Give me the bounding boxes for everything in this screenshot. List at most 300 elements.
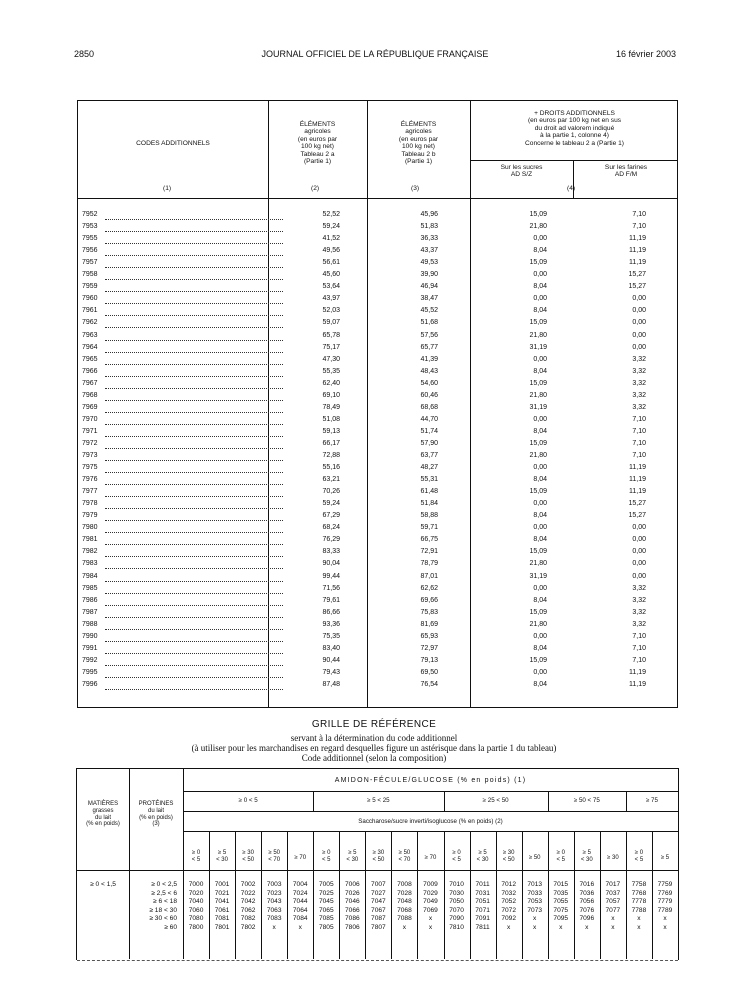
table-row [78, 282, 677, 294]
leader-dots [105, 291, 283, 292]
grille-title: GRILLE DE RÉFÉRENCE [311, 719, 437, 730]
ad-fm-cell: 11,19 [629, 680, 646, 688]
element-2b-cell: 38,47 [420, 295, 438, 303]
table-row [78, 656, 677, 668]
leader-dots [105, 460, 283, 461]
code-cell: x [611, 915, 615, 923]
code-cell: 7095 [553, 915, 569, 923]
ad-fm-cell: 0,00 [632, 319, 646, 327]
leader-dots [105, 376, 283, 377]
element-2a-cell: 59,07 [322, 319, 340, 327]
table-row [78, 355, 677, 367]
element-2b-cell: 51,84 [420, 500, 438, 508]
element-2b-cell: 39,90 [420, 271, 438, 279]
leader-dots [105, 665, 283, 666]
leader-dots [105, 352, 283, 353]
element-2a-cell: 47,30 [322, 355, 340, 363]
ad-sz-cell: 0,00 [533, 271, 547, 279]
code-column [522, 881, 548, 933]
ad-fm-cell: 11,19 [629, 235, 646, 243]
table-row [78, 451, 677, 463]
element-2b-cell: 46,94 [420, 283, 438, 291]
element-2a-cell: 45,60 [322, 271, 340, 279]
leader-dots [105, 508, 283, 509]
element-2b-cell: 78,79 [420, 560, 438, 568]
code-cell: 7955 [82, 235, 98, 243]
element-2b-cell: 65,77 [420, 343, 438, 351]
ad-sz-cell: 21,80 [529, 331, 547, 339]
table-row [78, 270, 677, 282]
element-2a-cell: 76,29 [322, 536, 340, 544]
code-cell: 7042 [240, 898, 256, 906]
code-cell: 7953 [82, 223, 98, 231]
element-2b-cell: 63,77 [420, 452, 438, 459]
code-cell: 7087 [371, 915, 386, 923]
code-cell: 7072 [501, 906, 516, 914]
ad-fm-cell: 0,00 [632, 331, 646, 339]
code-cell: 7966 [82, 367, 98, 375]
ad-fm-cell: 7,10 [632, 223, 646, 231]
ad-sz-cell: 21,80 [529, 223, 547, 231]
ad-fm-cell: 15,27 [628, 271, 646, 279]
code-cell: 7995 [82, 668, 98, 676]
element-2a-cell: 99,44 [322, 572, 340, 580]
table-row [78, 415, 677, 427]
table-row [78, 511, 677, 523]
code-cell: 7021 [214, 889, 230, 897]
code-cell: 7037 [605, 889, 621, 897]
leader-dots [105, 327, 283, 328]
amidon-header: AMIDON-FÉCULE/GLUCOSE (% en poids) (1) [334, 777, 527, 784]
code-cell: 7769 [657, 889, 673, 897]
code-column [261, 881, 287, 933]
ad-sz-cell: 15,09 [529, 656, 547, 664]
table-row [78, 487, 677, 499]
leader-dots [105, 689, 283, 690]
code-cell: 7084 [292, 915, 308, 923]
ad-fm-cell: 3,32 [632, 403, 646, 411]
ad-sz-cell: 21,80 [529, 560, 547, 568]
sucrose-subheader: ≥ 5 < 30 [346, 850, 359, 863]
code-cell: 7801 [214, 923, 230, 931]
element-2a-cell: 79,43 [322, 668, 340, 676]
element-2a-cell: 90,44 [322, 656, 340, 664]
element-2b-cell: 79,13 [420, 656, 438, 664]
code-cell: 7988 [82, 620, 98, 628]
element-2b-cell: 61,48 [420, 488, 438, 496]
code-cell: 7975 [82, 464, 98, 472]
leader-dots [105, 593, 283, 594]
element-2a-cell: 71,56 [322, 584, 340, 592]
ad-fm-cell: 11,19 [629, 668, 646, 676]
code-cell: 7957 [82, 259, 98, 267]
leader-dots [105, 496, 283, 497]
table-row [78, 258, 677, 270]
code-cell: 7977 [82, 488, 98, 496]
ad-sz-cell: 0,00 [533, 355, 547, 363]
element-2a-cell: 59,24 [322, 223, 340, 231]
table-row [78, 499, 677, 511]
code-cell: x [663, 915, 667, 923]
element-2b-cell: 43,37 [420, 247, 438, 255]
ad-sz-cell: 21,80 [529, 391, 547, 399]
ad-sz-cell: 0,00 [533, 235, 547, 243]
element-2b-cell: 69,66 [420, 596, 438, 604]
sucrose-subheader: ≥ 5 < 30 [476, 850, 489, 863]
element-2a-cell: 75,17 [322, 343, 340, 351]
code-cell: 7064 [292, 906, 308, 914]
ad-sz-cell: 8,04 [533, 427, 547, 435]
code-column [574, 881, 600, 933]
element-2b-cell: 36,33 [420, 235, 438, 243]
element-2a-cell: 52,03 [322, 307, 340, 315]
code-column [391, 881, 417, 933]
element-2b-cell: 60,46 [420, 391, 438, 399]
element-2a-cell: 67,29 [322, 512, 340, 520]
code-cell: 7081 [214, 915, 230, 923]
code-cell: 7811 [475, 923, 490, 931]
sucrose-subheader: ≥ 5 [660, 855, 670, 861]
ad-fm-cell: 15,27 [628, 512, 646, 520]
code-cell: 7961 [82, 307, 98, 315]
table-row [78, 246, 677, 258]
code-cell: 7025 [318, 889, 334, 897]
code-cell: 7017 [605, 881, 621, 888]
matieres-header: MATIÈRES grasses du lait (% en poids) [86, 801, 120, 828]
code-cell: 7959 [82, 283, 98, 291]
ad-sz-cell: 0,00 [533, 524, 547, 532]
table-row [78, 608, 677, 620]
grille-line-3: Code additionnel (selon la composition) [301, 753, 447, 763]
code-cell: 7979 [82, 512, 98, 520]
code-cell: 7758 [631, 881, 647, 888]
code-cell: 7015 [553, 881, 569, 888]
code-cell: 7024 [292, 889, 308, 897]
ad-sz-cell: 8,04 [533, 283, 547, 291]
code-cell: 7035 [553, 889, 569, 897]
leader-dots [105, 424, 283, 425]
code-cell: 7986 [82, 596, 98, 604]
element-2a-cell: 83,33 [322, 548, 340, 556]
droits-additionnels-header: + DROITS ADDITIONNELS (en euros par 100 kg net en sus du droit ad valorem indiqué à la partie 1, colonne 4) Concerne le tableau 2 a (Partie 1) [525, 110, 624, 147]
code-cell: 7029 [423, 889, 438, 897]
code-cell: 7970 [82, 415, 98, 423]
ad-fm-cell: 0,00 [632, 343, 646, 351]
element-2a-cell: 72,88 [322, 452, 340, 459]
leader-dots [105, 641, 283, 642]
code-cell: x [428, 915, 433, 923]
element-2b-cell: 54,60 [420, 379, 438, 387]
ad-fm-cell: 7,10 [632, 427, 646, 435]
ad-fm-cell: 0,00 [632, 560, 646, 568]
code-cell: 7976 [82, 476, 98, 484]
code-cell: 7778 [631, 898, 647, 906]
code-cell: x [533, 923, 537, 931]
element-2a-cell: 90,04 [322, 560, 340, 568]
leader-dots [105, 340, 283, 341]
ad-fm-cell: 0,00 [632, 295, 646, 303]
ad-sz-cell: 0,00 [533, 668, 547, 676]
sucrose-header: Saccharose/sucre inverti/isoglucose (% en poids) (2) [358, 818, 503, 825]
leader-dots [105, 364, 283, 365]
code-cell: x [663, 923, 667, 931]
sucrose-subheader: ≥ 70 [294, 855, 307, 861]
ad-sz-cell: 31,19 [529, 403, 547, 411]
journal-title: JOURNAL OFFICIEL DE LA RÉPUBLIQUE FRANÇAISE [261, 49, 489, 59]
table-row [78, 439, 677, 451]
table-row [78, 343, 677, 355]
table-row [78, 331, 677, 343]
code-cell: 7040 [188, 898, 204, 906]
ad-fm-cell: 15,27 [628, 283, 646, 291]
col-number-4: (4) [567, 185, 576, 192]
element-2b-cell: 66,75 [420, 536, 438, 544]
code-cell: 7076 [579, 906, 595, 914]
code-cell: x [402, 923, 407, 931]
starch-group-header: ≥ 5 < 25 [367, 797, 390, 804]
element-2b-cell: 58,88 [420, 512, 438, 520]
code-cell: x [611, 923, 615, 931]
sucrose-subheader: ≥ 30 < 50 [372, 850, 385, 863]
code-cell: 7047 [371, 898, 386, 906]
code-cell: 7807 [371, 923, 386, 931]
ad-fm-cell: 11,19 [629, 464, 646, 472]
table-row [78, 523, 677, 535]
code-column [287, 881, 313, 933]
element-2a-cell: 55,35 [322, 367, 340, 375]
ad-fm-cell: 11,19 [629, 247, 646, 255]
code-cell: 7973 [82, 452, 98, 459]
sucrose-subheader: ≥ 50 < 70 [398, 850, 411, 863]
table-row [78, 294, 677, 306]
fat-value: ≥ 0 < 1,5 [90, 881, 116, 888]
leader-dots [105, 267, 283, 268]
sucrose-subheader: ≥ 70 [424, 855, 437, 861]
code-cell: 7013 [527, 881, 543, 888]
ad-sz-cell: 8,04 [533, 536, 547, 544]
starch-group-header: ≥ 0 < 5 [238, 797, 258, 804]
ad-fm-cell: 3,32 [632, 584, 646, 592]
table-row [78, 210, 677, 222]
table-row [78, 367, 677, 379]
table-row [78, 680, 677, 692]
code-cell: 7964 [82, 343, 98, 351]
code-cell: 7965 [82, 355, 98, 363]
additional-codes-table [77, 100, 678, 708]
code-column [339, 881, 365, 933]
element-2a-cell: 78,49 [322, 403, 340, 411]
ad-fm-cell: 0,00 [632, 536, 646, 544]
element-2a-cell: 63,21 [322, 476, 340, 484]
leader-dots [105, 472, 283, 473]
ad-sz-cell: 8,04 [533, 680, 547, 688]
leader-dots [105, 677, 283, 678]
element-2a-cell: 66,17 [322, 439, 340, 447]
leader-dots [105, 279, 283, 280]
page-number: 2850 [74, 49, 95, 59]
code-column [209, 881, 235, 933]
code-cell: 7984 [82, 572, 98, 580]
publication-date: 16 février 2003 [615, 49, 676, 59]
element-2a-cell: 41,52 [322, 235, 340, 243]
code-cell: 7036 [579, 889, 595, 897]
code-cell: 7009 [423, 881, 438, 888]
element-2b-cell: 76,54 [420, 680, 438, 688]
leader-dots [105, 315, 283, 316]
element-2b-cell: 59,71 [420, 524, 438, 532]
code-cell: 7041 [214, 898, 230, 906]
ad-sz-cell: 0,00 [533, 415, 547, 423]
code-cell: 7062 [240, 906, 256, 914]
ad-sz-cell: 0,00 [533, 295, 547, 303]
code-cell: 7967 [82, 379, 98, 387]
code-cell: 7779 [657, 898, 673, 906]
sucrose-subheader: ≥ 30 [607, 855, 619, 861]
sucrose-subheader: ≥ 30 < 50 [242, 850, 255, 863]
table-row [78, 547, 677, 559]
ad-fm-cell: 11,19 [629, 259, 646, 267]
element-2a-cell: 87,48 [322, 680, 340, 688]
protein-value: ≥ 18 < 30 [149, 906, 177, 914]
element-2b-cell: 51,83 [420, 223, 438, 231]
ad-sz-cell: 31,19 [529, 572, 547, 580]
code-cell: 7802 [240, 923, 256, 931]
table-row [78, 572, 677, 584]
ad-fm-cell: 7,10 [632, 439, 646, 447]
code-cell: 7032 [501, 889, 516, 897]
ad-sz-cell: 8,04 [533, 644, 547, 652]
leader-dots [105, 532, 283, 533]
code-cell: x [585, 923, 589, 931]
element-2b-cell: 62,62 [420, 584, 438, 592]
element-2b-cell: 72,97 [420, 644, 438, 652]
code-cell: x [637, 923, 641, 931]
ad-sz-cell: 15,09 [529, 259, 547, 267]
element-2a-cell: 86,66 [322, 608, 340, 616]
ad-sz-cell: 8,04 [533, 596, 547, 604]
code-cell: 7052 [501, 898, 516, 906]
code-cell: 7061 [214, 906, 230, 914]
code-column [652, 881, 678, 933]
element-2a-cell: 65,78 [322, 331, 340, 339]
code-column [600, 881, 626, 933]
code-cell: 7010 [449, 881, 464, 888]
code-cell: 7992 [82, 656, 98, 664]
code-cell: 7066 [345, 906, 360, 914]
element-2b-cell: 57,90 [420, 439, 438, 447]
element-2a-cell: 93,36 [322, 620, 340, 628]
starch-group-header: ≥ 50 < 75 [573, 797, 600, 804]
protein-value: ≥ 0 < 2,5 [151, 881, 177, 888]
code-cell: 7086 [345, 915, 360, 923]
element-2a-cell: 70,26 [322, 488, 340, 496]
code-cell: 7982 [82, 548, 98, 556]
code-cell: 7075 [553, 906, 569, 914]
table-row [78, 596, 677, 608]
code-cell: 7000 [188, 881, 204, 888]
leader-dots [105, 605, 283, 606]
table-row [78, 644, 677, 656]
protein-value: ≥ 30 < 60 [149, 915, 177, 923]
ad-sz-cell: 15,09 [529, 488, 547, 496]
element-2b-cell: 55,31 [420, 476, 438, 484]
leader-dots [105, 303, 283, 304]
code-cell: 7023 [266, 889, 282, 897]
leader-dots [105, 556, 283, 557]
ad-fm-cell: 3,32 [632, 620, 646, 628]
leader-dots [105, 544, 283, 545]
element-2a-cell: 52,52 [322, 211, 340, 218]
sucrose-subheader: ≥ 0 < 5 [556, 850, 566, 863]
element-2a-cell: 83,40 [322, 644, 340, 652]
code-cell: 7969 [82, 403, 98, 411]
code-cell: 7091 [475, 915, 490, 923]
code-cell: 7007 [371, 881, 386, 888]
code-cell: 7789 [657, 906, 673, 914]
ad-sz-cell: 0,00 [533, 500, 547, 508]
code-cell: 7987 [82, 608, 98, 616]
code-cell: 7068 [397, 906, 412, 914]
ad-fm-cell: 7,10 [632, 211, 646, 218]
table-row [78, 475, 677, 487]
ad-fm-cell: 3,32 [632, 608, 646, 616]
code-column [235, 881, 261, 933]
code-cell: 7996 [82, 680, 98, 688]
sucrose-subheader: ≥ 30 < 50 [502, 850, 515, 863]
code-cell: 7805 [318, 923, 334, 931]
element-2a-cell: 55,16 [322, 464, 340, 472]
sugar-subheader: Sur les sucres AD S/Z [500, 164, 543, 179]
code-cell: 7968 [82, 391, 98, 399]
code-cell: 7044 [292, 898, 308, 906]
code-column [626, 881, 652, 933]
element-2a-cell: 59,13 [322, 427, 340, 435]
code-cell: x [428, 923, 433, 931]
ad-fm-cell: 7,10 [632, 452, 646, 459]
ad-fm-cell: 11,19 [629, 488, 646, 496]
grille-line-1: servant à la détermination du code additionnel [290, 733, 458, 743]
table-row [78, 584, 677, 596]
ad-fm-cell: 0,00 [632, 548, 646, 556]
leader-dots [105, 484, 283, 485]
ad-sz-cell: 15,09 [529, 548, 547, 556]
code-column [365, 881, 391, 933]
leader-dots [105, 436, 283, 437]
element-2b-cell: 68,68 [420, 403, 438, 411]
element-2b-cell: 45,52 [420, 307, 438, 315]
sucrose-subheader: ≥ 50 < 70 [268, 850, 281, 863]
table-row [78, 535, 677, 547]
leader-dots [105, 231, 283, 232]
code-cell: 7045 [318, 898, 334, 906]
code-cell: 7006 [345, 881, 360, 888]
code-cell: 7060 [188, 906, 204, 914]
code-cell: 7004 [292, 881, 308, 888]
code-cell: x [533, 915, 537, 923]
code-cell: 7985 [82, 584, 98, 592]
element-2a-cell: 68,24 [322, 524, 340, 532]
grille-line-2: (à utiliser pour les marchandises en regard desquelles figure un astérisque dans la partie 1 du tableau) [191, 743, 557, 753]
code-cell: 7020 [188, 889, 204, 897]
ad-fm-cell: 0,00 [632, 524, 646, 532]
code-cell: 7956 [82, 247, 98, 255]
code-cell: 7083 [266, 915, 282, 923]
elements-2a-header: ÉLÉMENTS agricoles (en euros par 100 kg net) Tableau 2 a (Partie 1) [297, 121, 338, 166]
leader-dots [105, 255, 283, 256]
table-row [78, 427, 677, 439]
code-cell: 7030 [449, 889, 464, 897]
ad-fm-cell: 7,10 [632, 656, 646, 664]
